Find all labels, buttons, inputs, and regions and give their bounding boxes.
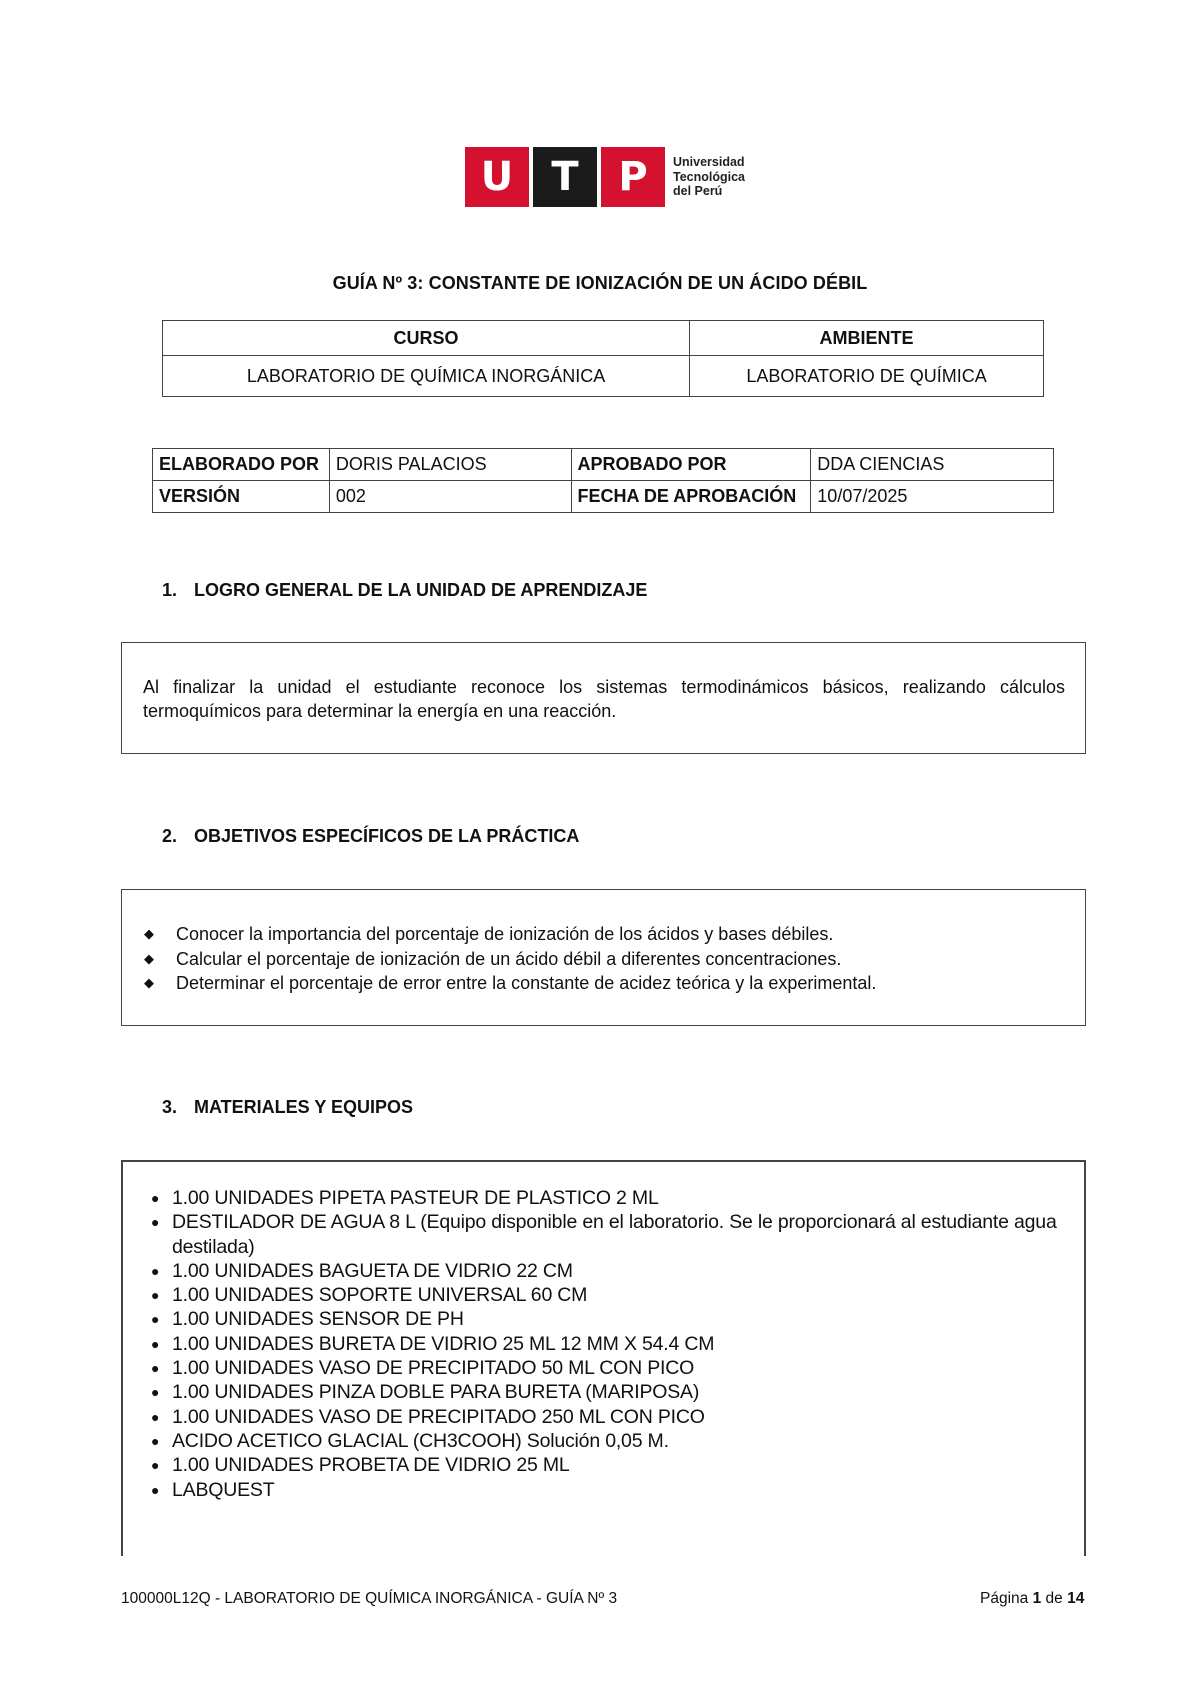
footer-document-code: 100000L12Q - LABORATORIO DE QUÍMICA INORGÁNICA - GUÍA Nº 3	[121, 1590, 618, 1607]
page-of: de	[1045, 1590, 1063, 1607]
section-title: OBJETIVOS ESPECÍFICOS DE LA PRÁCTICA	[194, 826, 580, 846]
material-text: ACIDO ACETICO GLACIAL (CH3COOH) Solución 0,05 M.	[172, 1429, 669, 1452]
bullet-icon: ●	[151, 1190, 160, 1206]
list-item	[147, 1380, 1064, 1404]
logo-text-line-1: Universidad	[673, 155, 745, 170]
section-number: 1.	[162, 580, 178, 600]
version-label: VERSIÓN	[153, 481, 330, 513]
list-item	[143, 922, 1065, 947]
footer-page-number	[980, 1590, 1084, 1608]
fecha-aprobacion-label: FECHA DE APROBACIÓN	[571, 481, 811, 513]
material-text: 1.00 UNIDADES VASO DE PRECIPITADO 250 ML CON PICO	[172, 1405, 705, 1428]
bullet-icon: ●	[151, 1287, 160, 1304]
ambiente-value: LABORATORIO DE QUÍMICA	[690, 356, 1044, 397]
list-item	[147, 1356, 1064, 1380]
material-text: 1.00 UNIDADES SOPORTE UNIVERSAL 60 CM	[172, 1284, 588, 1307]
fecha-aprobacion-value: 10/07/2025	[811, 481, 1054, 513]
info-table	[152, 448, 1054, 513]
utp-logo	[465, 147, 745, 207]
list-item	[147, 1307, 1064, 1331]
objetivo-text: Determinar el porcentaje de error entre la constante de acidez teórica y la experimental.	[176, 973, 877, 993]
list-item	[147, 1210, 1064, 1259]
course-header: CURSO	[163, 321, 690, 356]
aprobado-por-label: APROBADO POR	[571, 449, 811, 481]
material-text: LABQUEST	[172, 1478, 275, 1501]
page-total: 14	[1067, 1590, 1085, 1607]
materiales-box	[121, 1160, 1086, 1556]
list-item	[147, 1405, 1064, 1429]
material-text: 1.00 UNIDADES BURETA DE VIDRIO 25 ML 12 MM X 54.4 CM	[172, 1332, 715, 1355]
bullet-icon: ●	[151, 1262, 160, 1279]
list-item	[143, 947, 1065, 972]
list-item	[147, 1259, 1064, 1283]
objetivos-list	[143, 922, 1065, 996]
material-text: 1.00 UNIDADES PINZA DOBLE PARA BURETA (MARIPOSA)	[172, 1381, 700, 1404]
bullet-icon: ●	[151, 1481, 160, 1498]
materiales-list	[147, 1186, 1064, 1502]
logo-letters	[465, 147, 665, 207]
bullet-icon: ●	[151, 1311, 160, 1328]
list-item	[147, 1478, 1064, 1502]
bullet-icon: ●	[151, 1384, 160, 1401]
material-text: DESTILADOR DE AGUA 8 L (Equipo disponible en el laboratorio. Se le proporcionará al estudiante agua destilada)	[172, 1211, 1057, 1258]
ambiente-header: AMBIENTE	[690, 321, 1044, 356]
objetivo-text: Calcular el porcentaje de ionización de un ácido débil a diferentes concentraciones.	[176, 948, 842, 969]
section-title: LOGRO GENERAL DE LA UNIDAD DE APRENDIZAJE	[194, 580, 648, 600]
objetivos-box	[121, 889, 1086, 1026]
logo-letter-t: T	[533, 147, 597, 207]
bullet-icon: ●	[151, 1214, 160, 1231]
material-text: 1.00 UNIDADES PIPETA PASTEUR DE PLASTICO 2 ML	[172, 1187, 659, 1209]
material-text: 1.00 UNIDADES SENSOR DE PH	[172, 1308, 464, 1331]
section-number: 2.	[162, 826, 178, 846]
logro-text: Al finalizar la unidad el estudiante reconoce los sistemas termodinámicos básicos, realizando cálculos termoquímicos para determinar la energía en una reacción.	[143, 677, 1065, 721]
bullet-icon: ●	[151, 1408, 160, 1425]
logo-letter-p: P	[601, 147, 665, 207]
logo-text-line-2: Tecnológica	[673, 169, 746, 184]
list-item	[147, 1429, 1064, 1453]
material-text: 1.00 UNIDADES VASO DE PRECIPITADO 50 ML CON PICO	[172, 1357, 695, 1380]
version-value: 002	[329, 481, 571, 513]
list-item	[147, 1283, 1064, 1307]
section-heading-3	[162, 1097, 413, 1118]
section-number: 3.	[162, 1097, 178, 1117]
course-table	[162, 320, 1044, 397]
list-item	[147, 1453, 1064, 1477]
material-text: 1.00 UNIDADES PROBETA DE VIDRIO 25 ML	[172, 1454, 570, 1477]
diamond-bullet-icon: ◆	[144, 950, 154, 966]
course-value: LABORATORIO DE QUÍMICA INORGÁNICA	[163, 356, 690, 397]
bullet-icon: ●	[151, 1335, 160, 1352]
list-item	[147, 1332, 1064, 1356]
bullet-icon: ●	[151, 1360, 160, 1377]
section-heading-1	[162, 580, 647, 601]
objetivo-text: Conocer la importancia del porcentaje de ionización de los ácidos y bases débiles.	[176, 924, 834, 944]
list-item	[147, 1186, 1064, 1210]
section-title: MATERIALES Y EQUIPOS	[194, 1097, 414, 1117]
elaborado-por-label: ELABORADO POR	[153, 449, 330, 481]
logo-letter-u: U	[465, 147, 529, 207]
bullet-icon: ●	[151, 1432, 160, 1449]
logo-text-line-3: del Perú	[673, 184, 723, 199]
section-heading-2	[162, 826, 579, 847]
material-text: 1.00 UNIDADES BAGUETA DE VIDRIO 22 CM	[172, 1259, 573, 1282]
logro-box	[121, 642, 1086, 754]
diamond-bullet-icon: ◆	[144, 926, 154, 941]
page-word: Página	[980, 1590, 1029, 1607]
aprobado-por-value: DDA CIENCIAS	[811, 449, 1054, 481]
bullet-icon: ●	[151, 1457, 160, 1474]
elaborado-por-value: DORIS PALACIOS	[329, 449, 571, 481]
logo-text	[673, 155, 745, 199]
list-item	[143, 971, 1065, 996]
document-title: GUÍA Nº 3: CONSTANTE DE IONIZACIÓN DE UN ÁCIDO DÉBIL	[332, 273, 868, 293]
diamond-bullet-icon: ◆	[144, 975, 154, 990]
page-current: 1	[1032, 1590, 1042, 1607]
